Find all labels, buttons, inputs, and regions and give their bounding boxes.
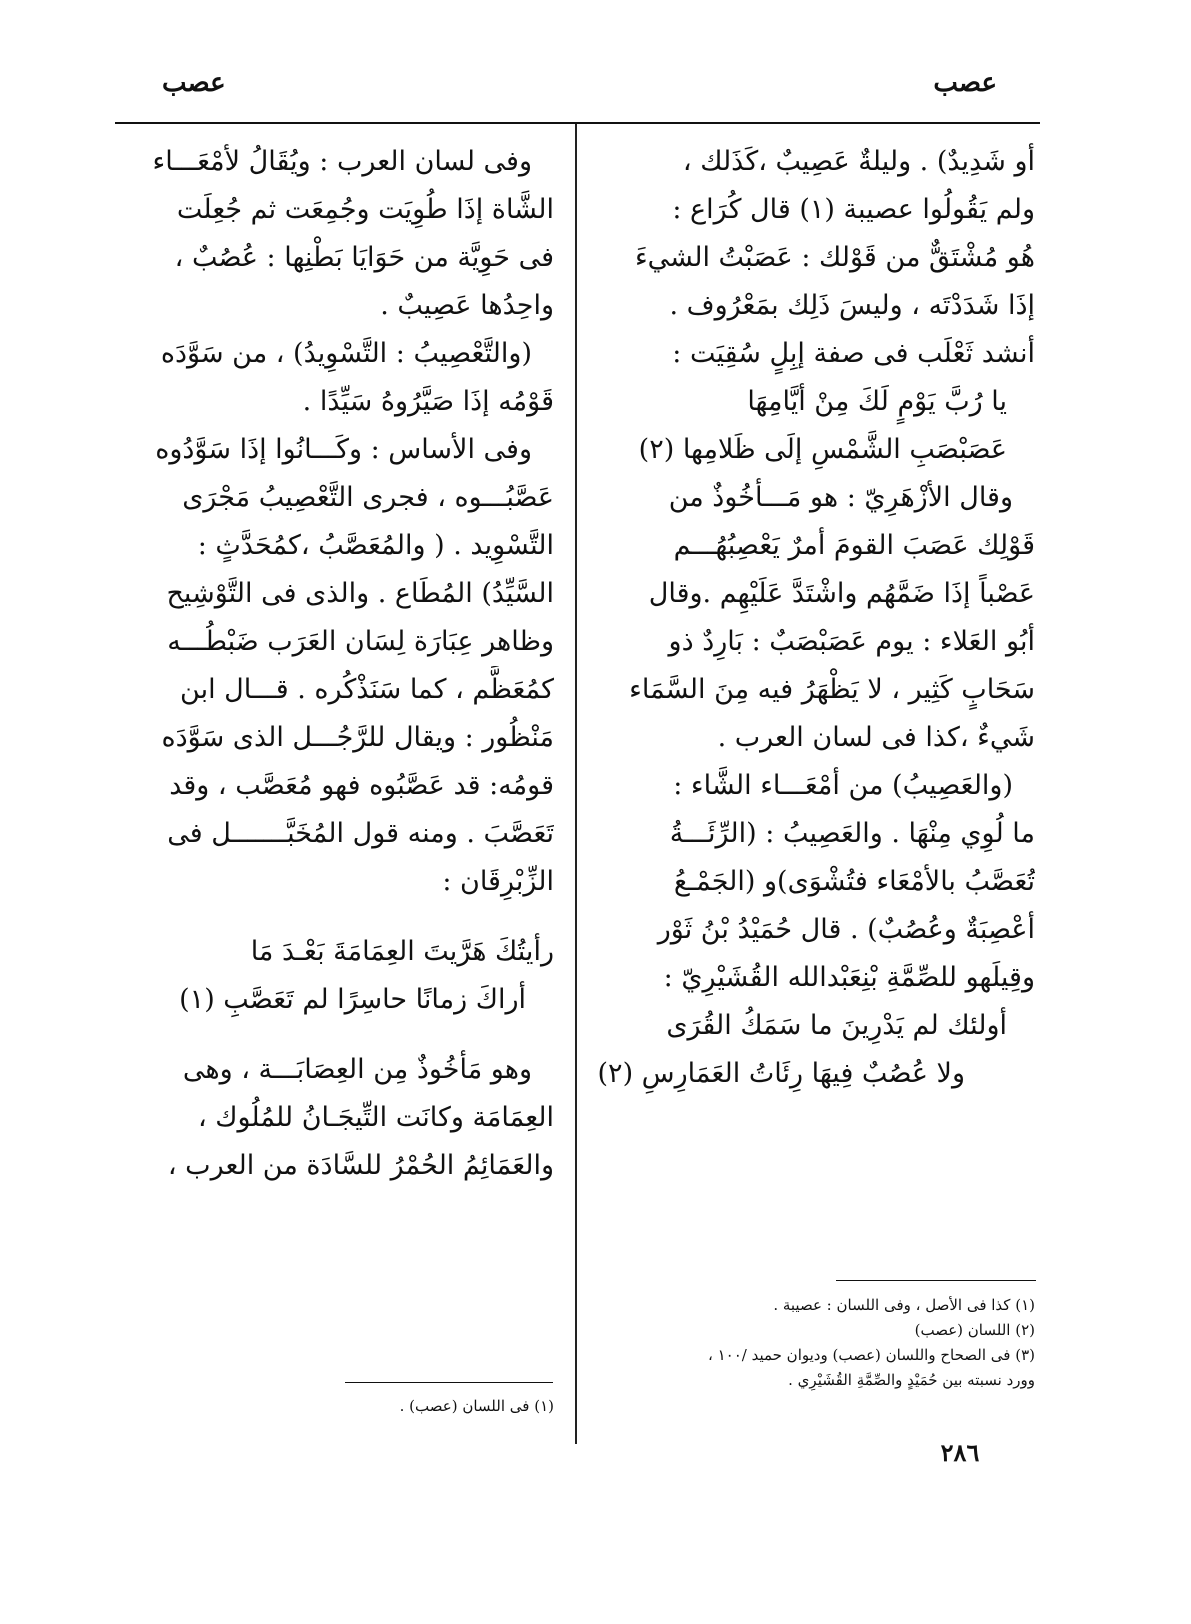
verse-line: أولئك لم يَدْرِينَ ما سَمَكُ القُرَى [666,1010,1007,1041]
text-line: إذَا شَدَدْتَه ، وليسَ ذَلِك بمَعْرُوف . [669,290,1035,321]
text-line: مَنْظُور : ويقال للرَّجُـــل الذى سَوَّدَه [161,722,554,753]
text-line: السَّيِّدُ) المُطَاع . والذى فى التَّوْشِيح [166,578,554,609]
verse-line: أراكَ زمانًا حاسِرًا لم تَعَصَّبِ (١) [179,984,526,1015]
text-line: شَيءٌ ،كذا فى لسان العرب . [717,722,1035,753]
spacer [118,1024,554,1046]
text-line: ولم يَقُولُوا عصيبة (١) قال كُرَاع : [672,194,1035,225]
left-column [118,138,554,1190]
text-line: أعْصِبَةٌ وعُصُبٌ) . قال حُمَيْدُ بْنُ ثَوْر [657,914,1035,945]
text-line: عَصْباً إذَا ضَمَّهُم واشْتَدَّ عَلَيْهِم .وقال [648,578,1035,609]
text-line: والعَمَائِمُ الحُمْرُ للسَّادَة من العرب ، [167,1150,554,1181]
text-line: الزِّبْرِقَان : [442,866,554,897]
verse-line: ولا عُصُبٌ فِيهَا رِئَاتُ العَمَارِسِ (٢) [597,1058,965,1089]
right-column [597,138,1035,1098]
verse-line: عَصَبْصَبِ الشَّمْسِ إلَى ظَلامِها (٢) [638,434,1007,465]
text-line: أبُو العَلاء : يوم عَصَبْصَبٌ : بَارِدٌ ذو [668,626,1035,657]
verse-line: رأيتُكَ هَرَّيتَ العِمَامَةَ بَعْـدَ مَا [250,936,554,967]
page-header [118,68,1037,108]
text-line: وقِيلَهو للصِّمَّةِ بْنِعَبْدالله القُشَيْرِيّ : [663,962,1035,993]
text-line: وقال الأزْهَرِيّ : هو مَـــأخُوذٌ من [668,482,1013,513]
footnote-rule-left [345,1382,553,1383]
text-line: أنشد ثَعْلَب فى صفة إبِلٍ سُقِيَت : [672,338,1035,369]
text-line: تَعَصَّبَ . ومنه قول المُخَبَّـــــــل فى [167,818,554,849]
text-line: وفى الأساس : وكَـــانُوا إذَا سَوَّدُوه [155,434,532,465]
header-rule [115,122,1040,124]
text-line: الشَّاة إذَا طُوِيَت وجُمِعَت ثم جُعِلَت [176,194,554,225]
page-number: ٢٨٦ [940,1438,980,1467]
text-line: (والعَصِيبُ) من أمْعَـــاء الشَّاء : [673,770,1013,801]
text-line: وفى لسان العرب : ويُقَالُ لأمْعَـــاء [152,146,532,177]
text-line: قَوْمُه إذَا صَيَّرُوهُ سَيِّدًا . [302,386,554,417]
text-line: أو شَدِيدٌ) . وليلةٌ عَصِيبٌ ،كَذَلك ، [682,146,1035,177]
text-line: ما لُوِي مِنْهَا . والعَصِيبُ : (الرِّئَـــةُ [669,818,1035,849]
text-line: فى حَوِيَّة من حَوَايَا بَطْنِها : عُصُبٌ ، [174,242,554,273]
text-line: وهو مَأخُوذٌ مِن العِصَابَـــة ، وهى [182,1054,532,1085]
text-line: هُو مُشْتَقٌّ من قَوْلك : عَصَبْتُ الشيءَ [634,242,1035,273]
spacer [118,906,554,928]
footnote-line: (١) كذا فى الأصل ، وفى اللسان : عصيبة . [773,1296,1035,1314]
text-line: تُعَصَّبُ بالأمْعَاء فتُشْوَى)و (الجَمْـعُ [673,866,1035,897]
text-line: قَوْلِك عَصَبَ القومَ أمرٌ يَعْصِبُهُـــم [673,530,1035,561]
text-line: سَحَابٍ كَثِير ، لا يَظْهَرُ فيه مِنَ السَّمَاء [629,674,1035,705]
text-line: عَصَّبُـــوه ، فجرى التَّعْصِيبُ مَجْرَى [182,482,554,513]
running-head-right: عصب [933,68,997,98]
text-line: التَّسْوِيد . ( والمُعَصَّبُ ،كمُحَدَّثٍ : [197,530,554,561]
footnotes-left [118,1394,554,1419]
text-line: واحِدُها عَصِيبٌ . [380,290,554,321]
text-line: قومُه: قد عَصَّبُوه فهو مُعَصَّب ، وقد [169,770,554,801]
column-divider [575,124,577,1444]
text-line: العِمَامَة وكانَت التِّيجَـانُ للمُلُوك ، [197,1102,554,1133]
footnote-rule-right [836,1280,1036,1281]
text-line: (والتَّعْصِيبُ : التَّسْوِيدُ) ، من سَوَّدَه [160,338,532,369]
footnote-line: (٣) فى الصحاح واللسان (عصب) وديوان حميد /١٠٠ ، [707,1346,1035,1364]
footnotes-right [597,1293,1035,1393]
text-line: وظاهر عِبَارَة لِسَان العَرَب ضَبْطُـــه [167,626,554,657]
running-head-left: عصب [162,68,226,98]
footnote-line: (١) فى اللسان (عصب) . [399,1397,554,1415]
verse-line: يا رُبَّ يَوْمٍ لَكَ مِنْ أيَّامِهَا [747,386,1007,417]
footnote-line: (٢) اللسان (عصب) [914,1321,1035,1339]
footnote-line: وورد نسبته بين حُمَيْدٍ والصِّمَّةِ القُشَيْرِي . [788,1371,1035,1389]
text-line: كمُعَظَّم ، كما سَنَذْكُره . قـــال ابن [180,674,554,705]
